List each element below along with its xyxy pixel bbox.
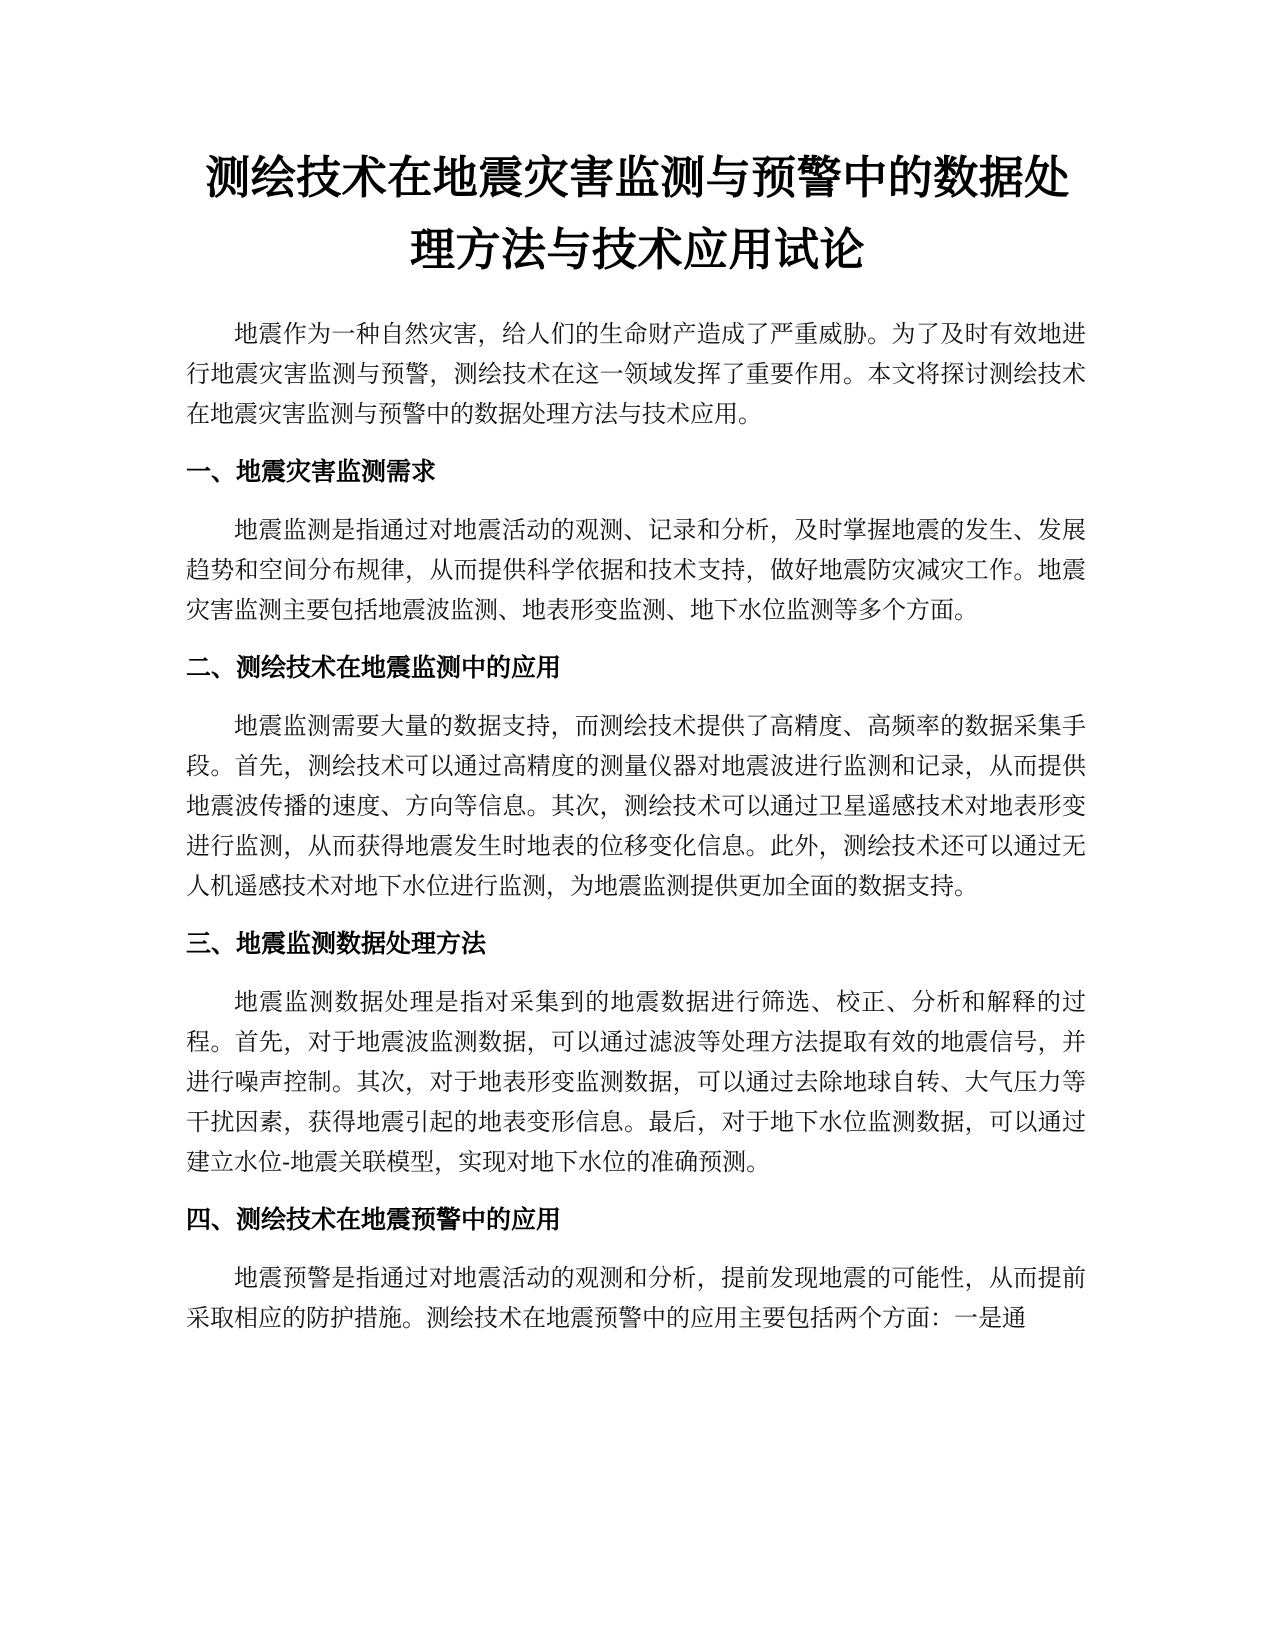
document-title <box>170 142 1105 286</box>
intro-paragraph: 地震作为一种自然灾害，给人们的生命财产造成了严重威胁。为了及时有效地进行地震灾害监测与预警，测绘技术在这一领域发挥了重要作用。本文将探讨测绘技术在地震灾害监测与预警中的数据处理方法与技术应用。 <box>186 320 1086 428</box>
title-line-1: 测绘技术在地震灾害监测与预警中的数据处 <box>205 151 1070 204</box>
document-body <box>186 314 1086 1356</box>
section-heading-2: 二、测绘技术在地震监测中的应用 <box>186 653 562 682</box>
section-paragraph-3: 地震监测数据处理是指对采集到的地震数据进行筛选、校正、分析和解释的过程。首先，对于地震波监测数据，可以通过滤波等处理方法提取有效的地震信号，并进行噪声控制。其次，对于地表形变监测数据，可以通过去除地球自转、大气压力等干扰因素，获得地震引起的地表变形信息。最后，对于地下水位监测数据，可以通过建立水位-地震关联模型，实现对地下水位的准确预测。 <box>186 988 1086 1176</box>
section-paragraph-4: 地震预警是指通过对地震活动的观测和分析，提前发现地震的可能性，从而提前采取相应的防护措施。测绘技术在地震预警中的应用主要包括两个方面：一是通 <box>186 1264 1086 1332</box>
title-line-2: 理方法与技术应用试论 <box>409 223 865 276</box>
section-heading-4: 四、测绘技术在地震预警中的应用 <box>186 1205 562 1234</box>
section-paragraph-1: 地震监测是指通过对地震活动的观测、记录和分析，及时掌握地震的发生、发展趋势和空间分布规律，从而提供科学依据和技术支持，做好地震防灾减灾工作。地震灾害监测主要包括地震波监测、地表形变监测、地下水位监测等多个方面。 <box>186 516 1086 624</box>
section-paragraph-2: 地震监测需要大量的数据支持，而测绘技术提供了高精度、高频率的数据采集手段。首先，测绘技术可以通过高精度的测量仪器对地震波进行监测和记录，从而提供地震波传播的速度、方向等信息。其次，测绘技术可以通过卫星遥感技术对地表形变进行监测，从而获得地震发生时地表的位移变化信息。此外，测绘技术还可以通过无人机遥感技术对地下水位进行监测，为地震监测提供更加全面的数据支持。 <box>186 712 1086 900</box>
section-heading-3: 三、地震监测数据处理方法 <box>186 929 487 958</box>
section-heading-1: 一、地震灾害监测需求 <box>186 457 437 486</box>
